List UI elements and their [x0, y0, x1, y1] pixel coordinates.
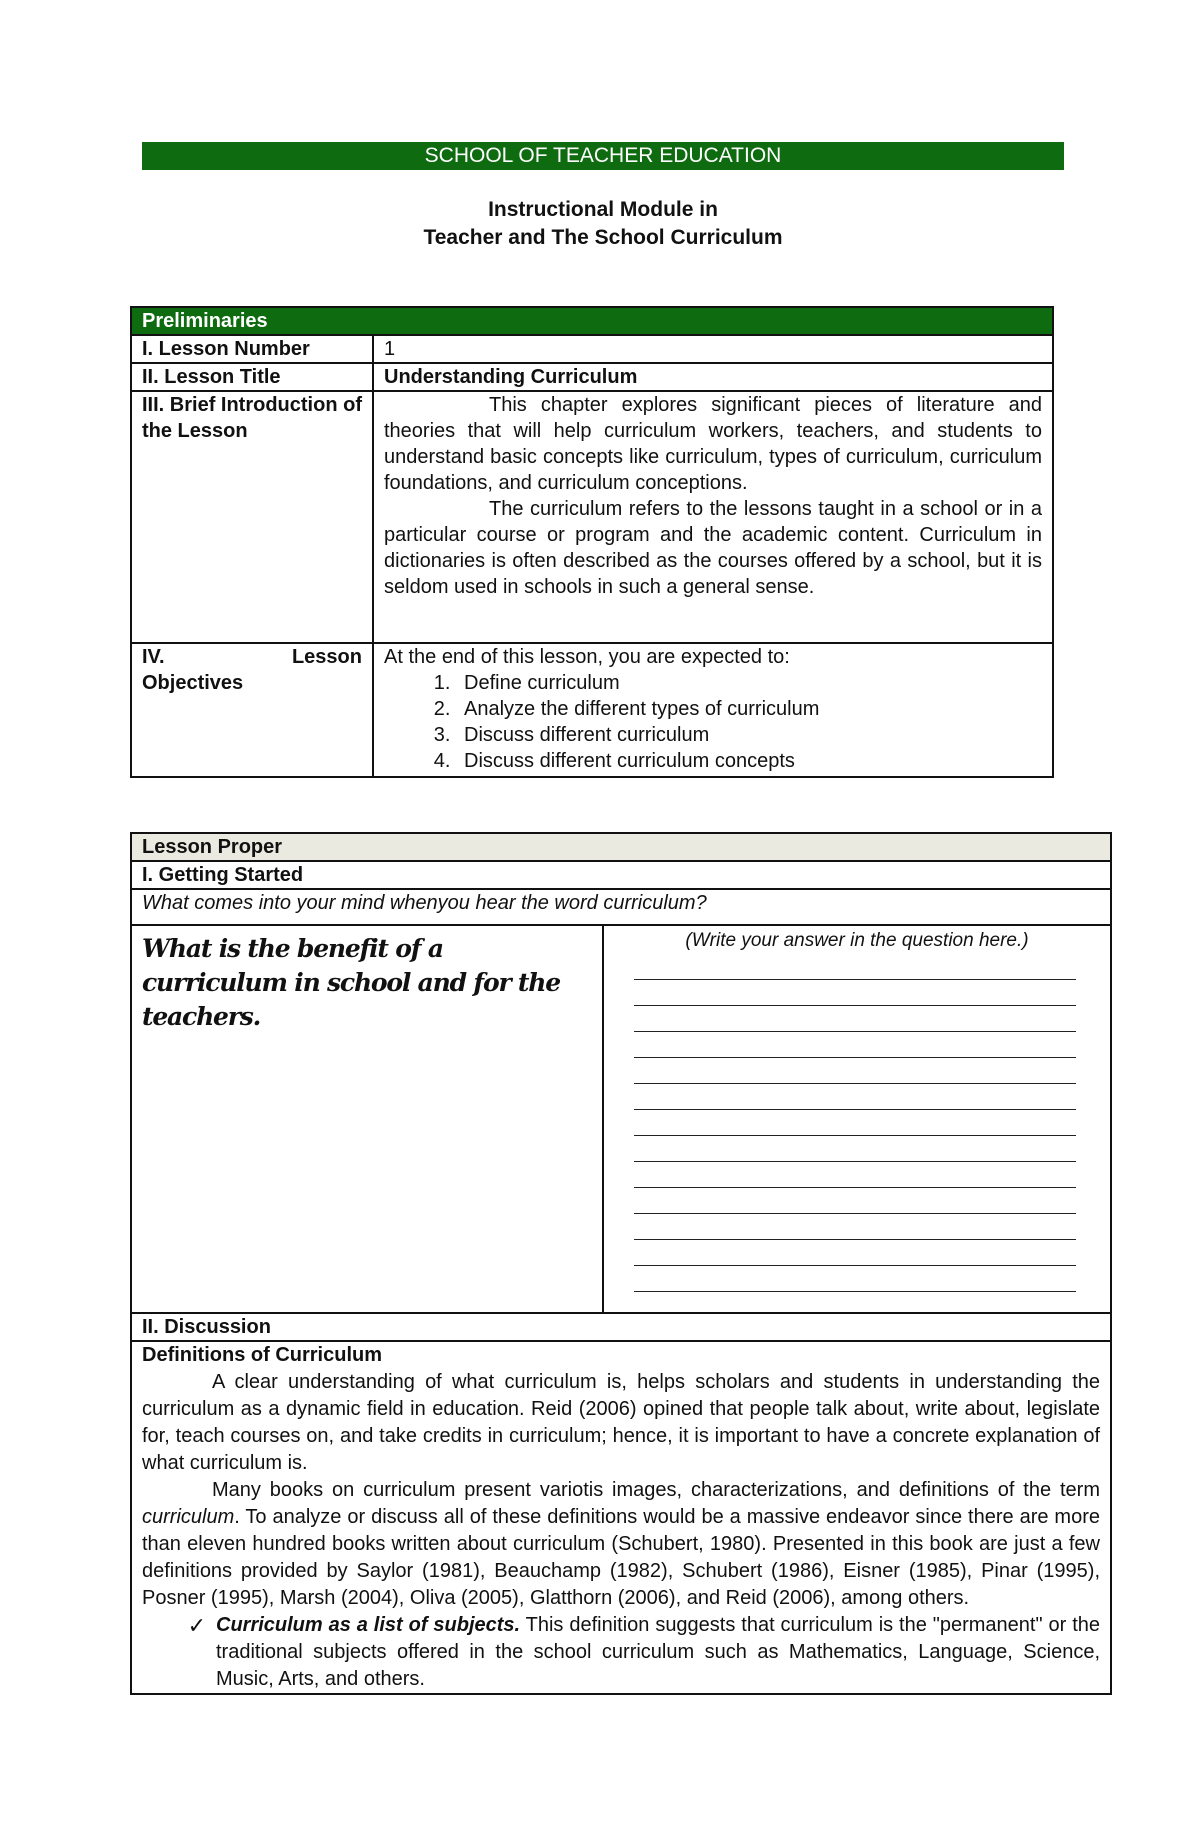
- answer-line[interactable]: [634, 1006, 1076, 1032]
- definitions-heading: Definitions of Curriculum: [142, 1344, 382, 1366]
- objective-item: 3. Discuss different curriculum: [456, 722, 1042, 748]
- paragraph-2-start: Many books on curriculum present variotis images, characterizations, and definitions of the term: [212, 1479, 1100, 1501]
- objectives-label-number: IV.: [142, 646, 165, 668]
- answer-line[interactable]: [634, 954, 1076, 980]
- lesson-title-label: II. Lesson Title: [131, 363, 373, 391]
- paragraph-2-rest: . To analyze or discuss all of these definitions would be a massive endeavor since there are more than eleven hundred books written about curriculum (Schubert, 1980). Presented in this book are just a few definitions provided by Saylor (1981), Beauchamp (1982), Schubert (1986), Eisner (1985), Pinar (1995), Posner (1995), Marsh (2004), Oliva (2005), Glatthorn (2006), and Reid (2006), among others.: [142, 1506, 1100, 1609]
- discussion-paragraph-2: [142, 1477, 1100, 1612]
- answer-line[interactable]: [634, 1266, 1076, 1292]
- bullet-content: [216, 1612, 1100, 1693]
- objectives-label: [131, 643, 373, 777]
- module-title-line2: Teacher and The School Curriculum: [423, 226, 783, 249]
- objective-item: 2. Analyze the different types of curriculum: [456, 696, 1042, 722]
- answer-line[interactable]: [634, 980, 1076, 1006]
- getting-started-prompt: What comes into your mind whenyou hear the word curriculum?: [131, 889, 1111, 925]
- intro-paragraph-2: The curriculum refers to the lessons taught in a school or in a particular course or program and the academic content. Curriculum in dictionaries is often described as the courses offered by a school, but it is seldom used in schools in such a general sense.: [384, 498, 1042, 598]
- objectives-label-word: Lesson: [291, 646, 362, 668]
- checkmark-icon: ✓: [187, 1613, 206, 1638]
- getting-started-heading: I. Getting Started: [131, 861, 1111, 889]
- preliminaries-table: [130, 306, 1054, 778]
- objective-item: 1. Define curriculum: [456, 670, 1042, 696]
- answer-line[interactable]: [634, 1240, 1076, 1266]
- lesson-proper-heading: Lesson Proper: [131, 833, 1111, 861]
- objectives-label-word2: Objectives: [142, 672, 244, 694]
- objectives-list: [384, 670, 1042, 774]
- answer-line[interactable]: [634, 1162, 1076, 1188]
- bullet-text: This definition suggests that curriculum is the "permanent" or the traditional subjects offered in the school curriculum such as Mathematics, Language, Science, Music, Arts, and others.: [216, 1614, 1100, 1690]
- discussion-heading: II. Discussion: [131, 1313, 1111, 1341]
- answer-line[interactable]: [634, 1214, 1076, 1240]
- objectives-cell: [373, 643, 1053, 777]
- intro-text: [373, 391, 1053, 643]
- lesson-proper-table: [130, 832, 1112, 1695]
- intro-paragraph-1: This chapter explores significant pieces of literature and theories that will help curriculum workers, teachers, and students to understand basic concepts like curriculum, types of curriculum, curriculum foundations, and curriculum conceptions.: [384, 394, 1042, 494]
- question-text: What is the benefit of a curriculum in school and for the teachers.: [142, 934, 560, 1031]
- question-cell: [131, 925, 603, 1313]
- discussion-paragraph-1: A clear understanding of what curriculum is, helps scholars and students in understanding the curriculum as a dynamic field in education. Reid (2006) opined that people talk about, write about, legislate for, teach courses on, and take credits in curriculum; hence, it is important to have a concrete explanation of what curriculum is.: [142, 1371, 1100, 1474]
- intro-label: III. Brief Introduction of the Lesson: [131, 391, 373, 643]
- module-title-line1: Instructional Module in: [488, 198, 718, 221]
- answer-line[interactable]: [634, 1058, 1076, 1084]
- answer-line[interactable]: [634, 1032, 1076, 1058]
- answer-cell[interactable]: [603, 925, 1111, 1313]
- answer-line[interactable]: [634, 1136, 1076, 1162]
- discussion-body: [131, 1341, 1111, 1694]
- objective-item: 4. Discuss different curriculum concepts: [456, 748, 1042, 774]
- module-title: [142, 196, 1064, 252]
- bullet-title: Curriculum as a list of subjects.: [216, 1614, 521, 1636]
- answer-line[interactable]: [634, 1188, 1076, 1214]
- school-banner: SCHOOL OF TEACHER EDUCATION: [142, 142, 1064, 170]
- lesson-number-label: I. Lesson Number: [131, 335, 373, 363]
- lesson-title-value: Understanding Curriculum: [373, 363, 1053, 391]
- preliminaries-heading: Preliminaries: [131, 307, 1053, 335]
- bullet-item: [142, 1612, 1100, 1693]
- paragraph-2-term: curriculum: [142, 1506, 235, 1528]
- lesson-number-value: 1: [373, 335, 1053, 363]
- objectives-intro: At the end of this lesson, you are expected to:: [384, 646, 790, 668]
- answer-hint: (Write your answer in the question here.): [685, 930, 1029, 951]
- answer-line[interactable]: [634, 1110, 1076, 1136]
- answer-line[interactable]: [634, 1084, 1076, 1110]
